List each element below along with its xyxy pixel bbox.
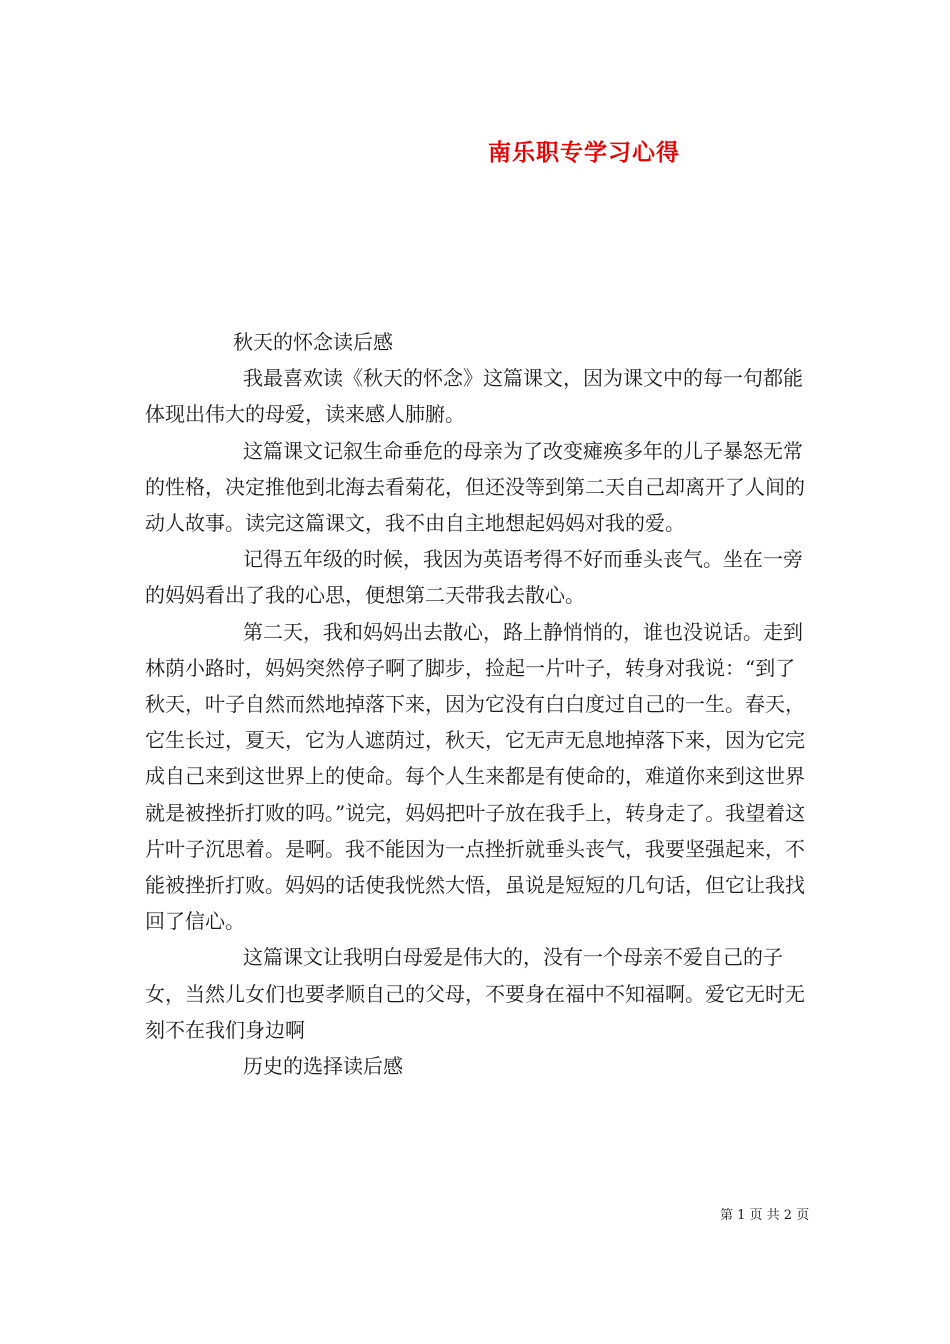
paragraph: 这篇课文记叙生命垂危的母亲为了改变瘫痪多年的儿子暴怒无常的性格，决定推他到北海去看菊花，但还没等到第二天自己却离开了人间的动人故事。读完这篇课文，我不由自主地想起妈妈对我的爱。 — [145, 438, 805, 536]
section-heading-history: 历史的选择读后感 — [243, 1054, 403, 1079]
page-footer: 第 1 页 共 2 页 — [720, 1208, 810, 1223]
paragraph: 这篇课文让我明白母爱是伟大的，没有一个母亲不爱自己的子女，当然儿女们也要孝顺自己的父母，不要身在福中不知福啊。爱它无时无刻不在我们身边啊 — [145, 945, 805, 1042]
paragraph: 第二天，我和妈妈出去散心，路上静悄悄的，谁也没说话。走到林荫小路时，妈妈突然停子啊了脚步，捡起一片叶子，转身对我说：“到了秋天，叶子自然而然地掉落下来，因为它没有白白度过自己的一生。春天，它生长过，夏天，它为人遮荫过，秋天，它无声无息地掉落下来，因为它完成自己来到这世界上的使命。每个人生来都是有使命的，难道你来到这世界就是被挫折打败的吗。”说完，妈妈把叶子放在我手上，转身走了。我望着这片叶子沉思着。是啊。我不能因为一点挫折就垂头丧气，我要坚强起来，不能被挫折打败。妈妈的话使我恍然大悟，虽说是短短的几句话，但它让我找回了信心。 — [145, 619, 806, 934]
paragraph: 记得五年级的时候，我因为英语考得不好而垂头丧气。坐在一旁的妈妈看出了我的心思，便想第二天带我去散心。 — [145, 547, 803, 608]
section-heading-autumn: 秋天的怀念读后感 — [233, 330, 393, 354]
document-title: 南乐职专学习心得 — [488, 139, 680, 166]
document-body — [145, 324, 810, 1084]
paragraph: 我最喜欢读《秋天的怀念》这篇课文，因为课文中的每一句都能体现出伟大的母爱，读来感人肺腑。 — [145, 366, 803, 427]
